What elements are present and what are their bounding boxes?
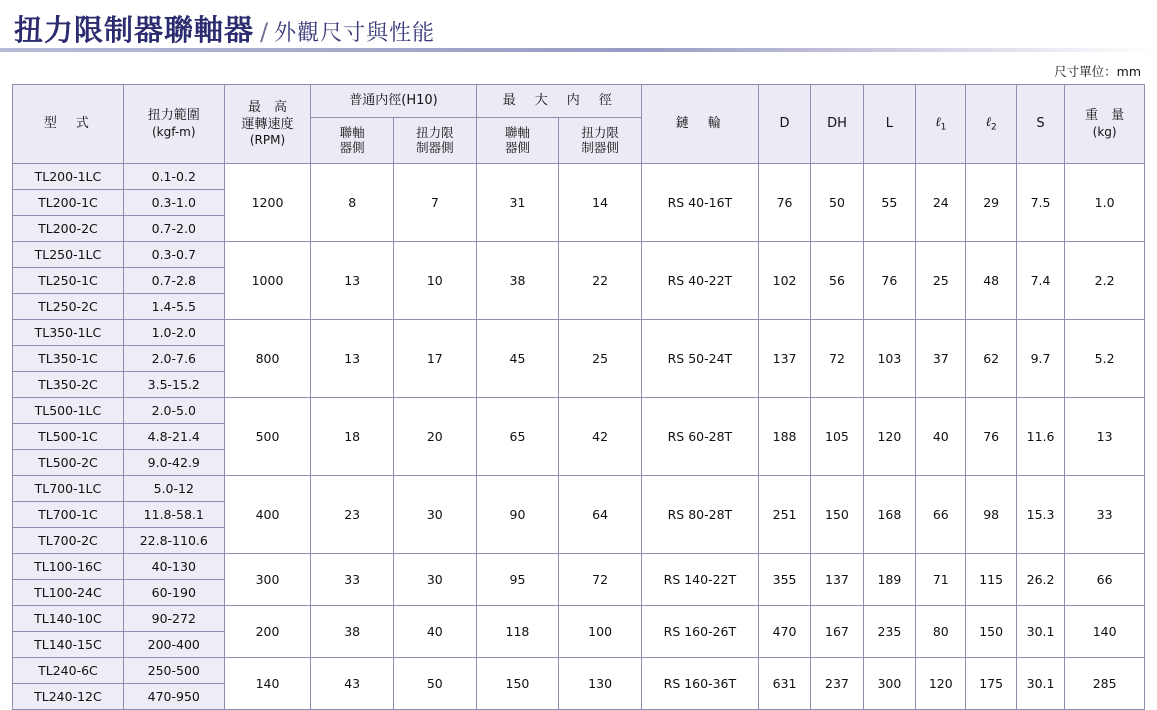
cell-torque-range: 2.0-5.0	[123, 398, 224, 424]
cell-weight: 1.0	[1065, 164, 1145, 242]
cell-normal-limiter: 17	[394, 320, 477, 398]
cell-max-coupling: 45	[476, 320, 559, 398]
cell-torque-range: 5.0-12	[123, 476, 224, 502]
cell-l1: 24	[916, 164, 966, 242]
cell-torque-range: 0.7-2.0	[123, 216, 224, 242]
cell-D: 355	[758, 554, 810, 606]
cell-max-speed: 500	[224, 398, 311, 476]
cell-torque-range: 4.8-21.4	[123, 424, 224, 450]
th-D: D	[758, 85, 810, 164]
cell-model: TL350-1C	[13, 346, 124, 372]
cell-max-speed: 800	[224, 320, 311, 398]
cell-l1: 40	[916, 398, 966, 476]
cell-normal-limiter: 50	[394, 658, 477, 710]
cell-sprocket: RS 140-22T	[641, 554, 758, 606]
cell-l2: 62	[966, 320, 1016, 398]
page-subtitle: 外觀尺寸與性能	[274, 21, 436, 46]
cell-torque-range: 0.3-0.7	[123, 242, 224, 268]
cell-max-speed: 400	[224, 476, 311, 554]
cell-normal-limiter: 30	[394, 476, 477, 554]
cell-weight: 33	[1065, 476, 1145, 554]
th-torque-range-unit: (kgf-m)	[152, 124, 196, 139]
cell-max-coupling: 38	[476, 242, 559, 320]
cell-torque-range: 1.0-2.0	[123, 320, 224, 346]
th-model: 型 式	[13, 85, 124, 164]
table-row	[13, 658, 1145, 684]
cell-model: TL700-2C	[13, 528, 124, 554]
cell-normal-coupling: 13	[311, 242, 394, 320]
cell-L: 189	[863, 554, 915, 606]
cell-max-limiter: 64	[559, 476, 642, 554]
cell-S: 7.5	[1016, 164, 1064, 242]
cell-model: TL200-1LC	[13, 164, 124, 190]
th-max-limiter-side	[559, 117, 642, 163]
cell-sprocket: RS 160-26T	[641, 606, 758, 658]
table-row	[13, 476, 1145, 502]
cell-S: 26.2	[1016, 554, 1064, 606]
cell-S: 30.1	[1016, 606, 1064, 658]
table-body	[13, 164, 1145, 710]
cell-D: 188	[758, 398, 810, 476]
cell-model: TL100-24C	[13, 580, 124, 606]
th-max-coupling-line2: 器側	[504, 140, 530, 156]
th-normal-bore: 普通内徑(H10)	[311, 85, 476, 118]
cell-max-limiter: 42	[559, 398, 642, 476]
cell-model: TL500-1C	[13, 424, 124, 450]
cell-l1: 80	[916, 606, 966, 658]
cell-weight: 2.2	[1065, 242, 1145, 320]
cell-DH: 237	[811, 658, 863, 710]
cell-torque-range: 9.0-42.9	[123, 450, 224, 476]
cell-model: TL350-1LC	[13, 320, 124, 346]
table-row	[13, 242, 1145, 268]
cell-torque-range: 470-950	[123, 684, 224, 710]
cell-torque-range: 3.5-15.2	[123, 372, 224, 398]
cell-l2: 29	[966, 164, 1016, 242]
table-row	[13, 320, 1145, 346]
th-L: L	[863, 85, 915, 164]
cell-model: TL140-10C	[13, 606, 124, 632]
cell-L: 120	[863, 398, 915, 476]
th-max-speed-line1: 最 高	[248, 100, 288, 116]
cell-l1: 37	[916, 320, 966, 398]
cell-sprocket: RS 40-16T	[641, 164, 758, 242]
cell-max-limiter: 130	[559, 658, 642, 710]
th-l2: ℓ$_2$	[966, 85, 1016, 164]
cell-DH: 105	[811, 398, 863, 476]
cell-max-limiter: 72	[559, 554, 642, 606]
cell-normal-limiter: 7	[394, 164, 477, 242]
th-weight-label: 重 量	[1085, 108, 1125, 124]
cell-l1: 66	[916, 476, 966, 554]
th-max-coupling-line1: 聯軸	[504, 124, 530, 140]
cell-l1: 120	[916, 658, 966, 710]
cell-max-speed: 1000	[224, 242, 311, 320]
cell-max-speed: 200	[224, 606, 311, 658]
cell-max-coupling: 65	[476, 398, 559, 476]
cell-L: 103	[863, 320, 915, 398]
cell-weight: 13	[1065, 398, 1145, 476]
cell-model: TL500-1LC	[13, 398, 124, 424]
th-normal-coupling-line1: 聯軸	[339, 124, 365, 140]
cell-weight: 5.2	[1065, 320, 1145, 398]
cell-DH: 150	[811, 476, 863, 554]
cell-l2: 76	[966, 398, 1016, 476]
title-separator: /	[260, 18, 269, 46]
th-max-coupling-side	[476, 117, 559, 163]
cell-l2: 175	[966, 658, 1016, 710]
cell-model: TL250-2C	[13, 294, 124, 320]
cell-torque-range: 11.8-58.1	[123, 502, 224, 528]
cell-torque-range: 0.3-1.0	[123, 190, 224, 216]
th-max-speed	[224, 85, 311, 164]
th-weight	[1065, 85, 1145, 164]
cell-model: TL250-1C	[13, 268, 124, 294]
th-max-limiter-line1: 扭力限	[581, 124, 619, 140]
cell-D: 76	[758, 164, 810, 242]
cell-normal-limiter: 30	[394, 554, 477, 606]
cell-L: 235	[863, 606, 915, 658]
th-normal-coupling-line2: 器側	[339, 140, 365, 156]
cell-sprocket: RS 40-22T	[641, 242, 758, 320]
th-normal-coupling-side	[311, 117, 394, 163]
th-DH: DH	[811, 85, 863, 164]
cell-normal-limiter: 10	[394, 242, 477, 320]
page-title: 扭力限制器聯軸器	[14, 13, 255, 47]
cell-torque-range: 2.0-7.6	[123, 346, 224, 372]
cell-torque-range: 0.1-0.2	[123, 164, 224, 190]
cell-model: TL100-16C	[13, 554, 124, 580]
cell-max-limiter: 14	[559, 164, 642, 242]
cell-model: TL500-2C	[13, 450, 124, 476]
th-sprocket: 鏈 輪	[641, 85, 758, 164]
cell-S: 30.1	[1016, 658, 1064, 710]
th-torque-range	[123, 85, 224, 164]
unit-note: 尺寸單位：mm	[1054, 64, 1141, 79]
cell-normal-limiter: 20	[394, 398, 477, 476]
th-S: S	[1016, 85, 1064, 164]
cell-normal-coupling: 18	[311, 398, 394, 476]
th-max-limiter-line2: 制器側	[581, 140, 619, 156]
cell-max-speed: 300	[224, 554, 311, 606]
th-normal-limiter-line1: 扭力限	[416, 124, 454, 140]
table-row	[13, 606, 1145, 632]
cell-torque-range: 22.8-110.6	[123, 528, 224, 554]
cell-l2: 115	[966, 554, 1016, 606]
cell-normal-limiter: 40	[394, 606, 477, 658]
cell-torque-range: 60-190	[123, 580, 224, 606]
cell-l2: 48	[966, 242, 1016, 320]
cell-D: 251	[758, 476, 810, 554]
cell-S: 7.4	[1016, 242, 1064, 320]
cell-torque-range: 90-272	[123, 606, 224, 632]
header-row-top	[13, 85, 1145, 118]
cell-model: TL700-1C	[13, 502, 124, 528]
cell-torque-range: 250-500	[123, 658, 224, 684]
cell-max-speed: 1200	[224, 164, 311, 242]
cell-D: 137	[758, 320, 810, 398]
th-max-bore: 最 大 内 徑	[476, 85, 641, 118]
table-head	[13, 85, 1145, 164]
cell-sprocket: RS 80-28T	[641, 476, 758, 554]
cell-torque-range: 40-130	[123, 554, 224, 580]
cell-DH: 137	[811, 554, 863, 606]
cell-DH: 167	[811, 606, 863, 658]
cell-DH: 56	[811, 242, 863, 320]
cell-max-coupling: 118	[476, 606, 559, 658]
cell-model: TL350-2C	[13, 372, 124, 398]
page-header	[0, 0, 1157, 46]
th-weight-unit: (kg)	[1092, 124, 1117, 139]
cell-max-limiter: 25	[559, 320, 642, 398]
cell-model: TL250-1LC	[13, 242, 124, 268]
cell-D: 102	[758, 242, 810, 320]
cell-D: 631	[758, 658, 810, 710]
th-normal-limiter-side	[394, 117, 477, 163]
table-row	[13, 398, 1145, 424]
th-torque-range-label: 扭力範圍	[147, 108, 200, 124]
cell-max-speed: 140	[224, 658, 311, 710]
cell-normal-coupling: 38	[311, 606, 394, 658]
cell-l2: 150	[966, 606, 1016, 658]
cell-normal-coupling: 43	[311, 658, 394, 710]
cell-model: TL200-2C	[13, 216, 124, 242]
cell-normal-coupling: 33	[311, 554, 394, 606]
cell-max-coupling: 95	[476, 554, 559, 606]
table-row	[13, 554, 1145, 580]
cell-sprocket: RS 60-28T	[641, 398, 758, 476]
cell-weight: 66	[1065, 554, 1145, 606]
cell-S: 15.3	[1016, 476, 1064, 554]
cell-l1: 25	[916, 242, 966, 320]
cell-sprocket: RS 50-24T	[641, 320, 758, 398]
th-l1: ℓ$_1$	[916, 85, 966, 164]
cell-model: TL240-12C	[13, 684, 124, 710]
cell-L: 168	[863, 476, 915, 554]
cell-DH: 50	[811, 164, 863, 242]
cell-normal-coupling: 13	[311, 320, 394, 398]
cell-model: TL240-6C	[13, 658, 124, 684]
cell-torque-range: 200-400	[123, 632, 224, 658]
cell-torque-range: 1.4-5.5	[123, 294, 224, 320]
cell-max-limiter: 100	[559, 606, 642, 658]
cell-l2: 98	[966, 476, 1016, 554]
cell-DH: 72	[811, 320, 863, 398]
cell-S: 11.6	[1016, 398, 1064, 476]
th-max-speed-line2: 運轉速度	[241, 116, 294, 132]
cell-weight: 140	[1065, 606, 1145, 658]
specification-table	[12, 84, 1145, 710]
cell-weight: 285	[1065, 658, 1145, 710]
cell-L: 300	[863, 658, 915, 710]
cell-model: TL700-1LC	[13, 476, 124, 502]
cell-sprocket: RS 160-36T	[641, 658, 758, 710]
cell-torque-range: 0.7-2.8	[123, 268, 224, 294]
cell-model: TL200-1C	[13, 190, 124, 216]
cell-max-coupling: 150	[476, 658, 559, 710]
cell-D: 470	[758, 606, 810, 658]
cell-normal-coupling: 8	[311, 164, 394, 242]
cell-max-coupling: 90	[476, 476, 559, 554]
th-max-speed-unit: (RPM)	[249, 132, 286, 147]
cell-l1: 71	[916, 554, 966, 606]
cell-normal-coupling: 23	[311, 476, 394, 554]
table-row	[13, 164, 1145, 190]
cell-model: TL140-15C	[13, 632, 124, 658]
spec-table-wrap	[0, 84, 1157, 710]
cell-max-limiter: 22	[559, 242, 642, 320]
cell-S: 9.7	[1016, 320, 1064, 398]
cell-L: 55	[863, 164, 915, 242]
cell-L: 76	[863, 242, 915, 320]
th-normal-limiter-line2: 制器側	[416, 140, 454, 156]
cell-max-coupling: 31	[476, 164, 559, 242]
